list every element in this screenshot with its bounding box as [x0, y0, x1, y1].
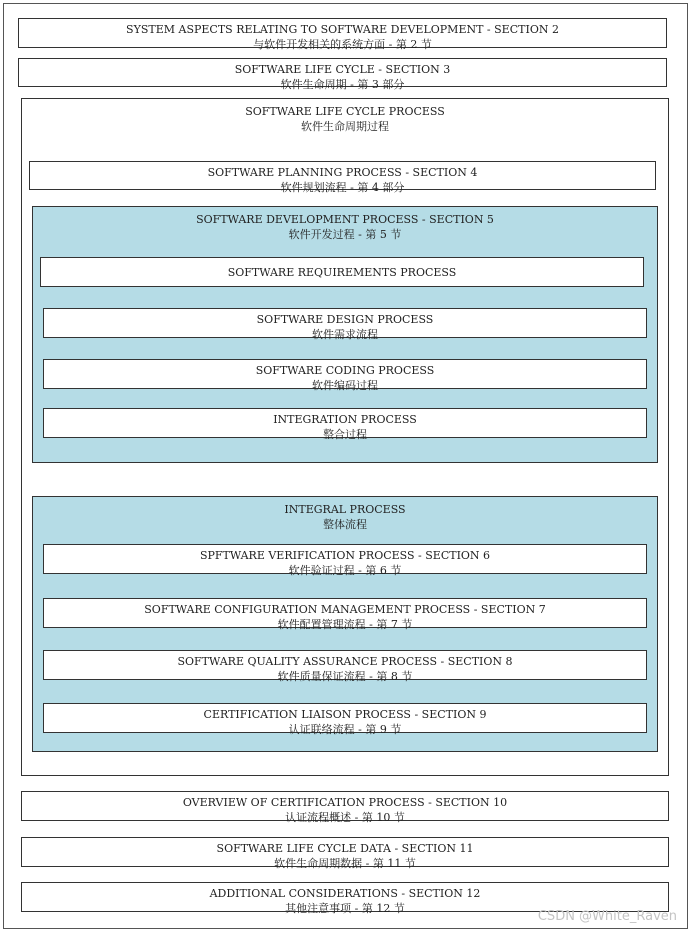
requirements-box	[40, 257, 644, 287]
requirements-en: SOFTWARE REQUIREMENTS PROCESS	[227, 265, 457, 279]
integration-box	[43, 408, 647, 441]
quality-en: SOFTWARE QUALITY ASSURANCE PROCESS - SECTION 8	[177, 655, 513, 668]
data-zh: 软件生命周期数据 - 第 11 节	[274, 857, 416, 870]
system-aspects-en: SYSTEM ASPECTS RELATING TO SOFTWARE DEVELOPMENT - SECTION 2	[126, 23, 559, 36]
integration-en: INTEGRATION PROCESS	[273, 413, 417, 426]
integration-zh: 整合过程	[323, 428, 367, 441]
life-cycle-process-en: SOFTWARE LIFE CYCLE PROCESS	[245, 105, 445, 118]
life-cycle-box	[18, 58, 667, 91]
life-cycle-zh: 软件生命周期 - 第 3 部分	[280, 78, 405, 91]
integral-en: INTEGRAL PROCESS	[284, 503, 406, 516]
life-cycle-en: SOFTWARE LIFE CYCLE - SECTION 3	[234, 63, 451, 76]
coding-zh: 软件编码过程	[312, 379, 378, 392]
verification-en: SPFTWARE VERIFICATION PROCESS - SECTION 6	[199, 549, 491, 562]
additional-en: ADDITIONAL CONSIDERATIONS - SECTION 12	[209, 887, 481, 900]
overview-zh: 认证流程概述 - 第 10 节	[285, 811, 405, 824]
watermark: CSDN @White_Raven	[537, 909, 677, 924]
liaison-box	[43, 703, 647, 736]
configuration-zh: 软件配置管理流程 - 第 7 节	[277, 618, 413, 631]
data-en: SOFTWARE LIFE CYCLE DATA - SECTION 11	[216, 842, 474, 855]
design-box	[43, 308, 647, 341]
planning-box	[29, 161, 656, 194]
planning-zh: 软件规划流程 - 第 4 部分	[280, 181, 405, 194]
liaison-zh: 认证联络流程 - 第 9 节	[288, 723, 402, 736]
coding-en: SOFTWARE CODING PROCESS	[255, 364, 435, 377]
design-en: SOFTWARE DESIGN PROCESS	[256, 313, 434, 326]
verification-box	[43, 544, 647, 577]
development-zh: 软件开发过程 - 第 5 节	[288, 228, 402, 241]
design-zh: 软件需求流程	[312, 328, 378, 341]
quality-zh: 软件质量保证流程 - 第 8 节	[277, 670, 413, 683]
additional-box	[21, 882, 669, 915]
configuration-en: SOFTWARE CONFIGURATION MANAGEMENT PROCESS - SECTION 7	[144, 603, 546, 616]
system-aspects-zh: 与软件开发相关的系统方面 - 第 2 节	[253, 38, 432, 51]
verification-zh: 软件验证过程 - 第 6 节	[288, 564, 402, 577]
coding-box	[43, 359, 647, 392]
quality-box	[43, 650, 647, 683]
overview-box	[21, 791, 669, 824]
additional-zh: 其他注意事项 - 第 12 节	[285, 902, 405, 915]
liaison-en: CERTIFICATION LIAISON PROCESS - SECTION 9	[203, 708, 487, 721]
overview-en: OVERVIEW OF CERTIFICATION PROCESS - SECTION 10	[182, 796, 508, 809]
development-en: SOFTWARE DEVELOPMENT PROCESS - SECTION 5	[196, 213, 494, 226]
planning-en: SOFTWARE PLANNING PROCESS - SECTION 4	[207, 166, 478, 179]
system-aspects-box	[18, 18, 667, 51]
data-box	[21, 837, 669, 870]
life-cycle-process-zh: 软件生命周期过程	[301, 120, 389, 133]
integral-zh: 整体流程	[323, 518, 367, 531]
configuration-box	[43, 598, 647, 631]
